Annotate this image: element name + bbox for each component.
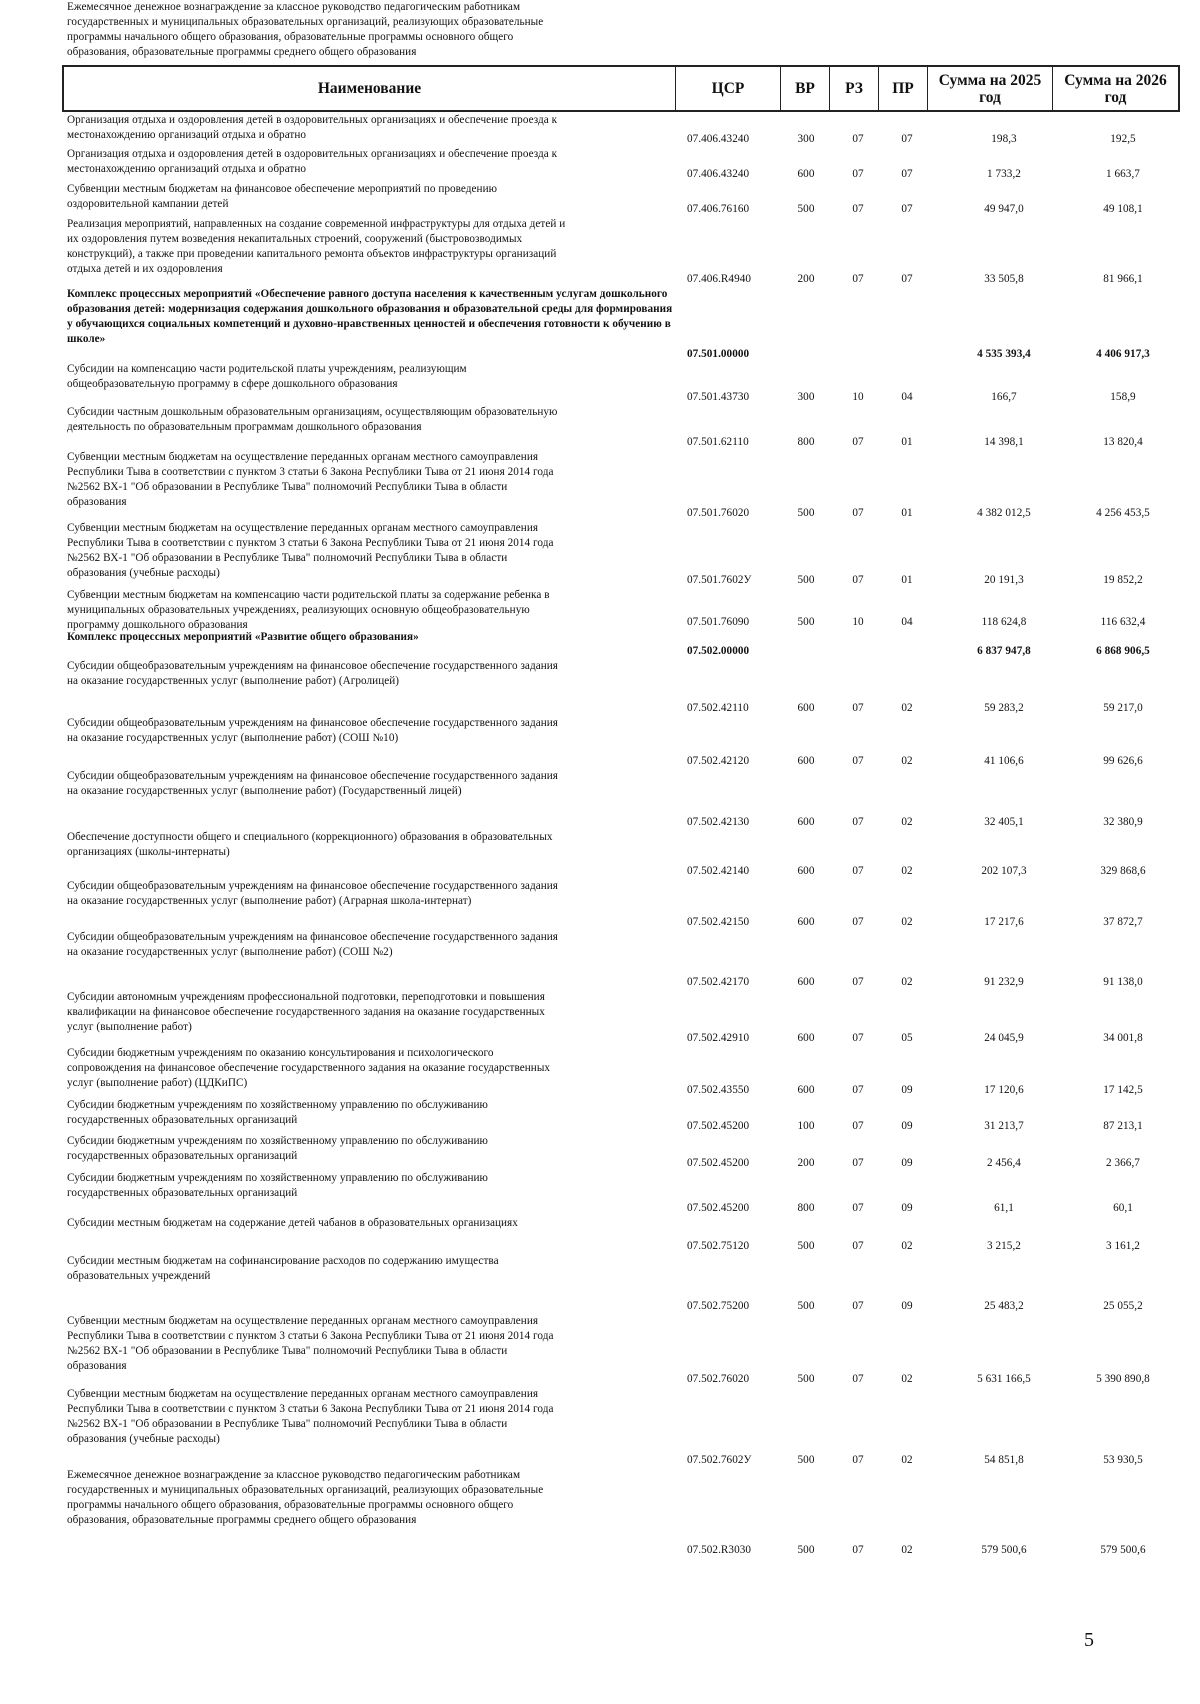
row-sum-2025: 59 283,2 — [984, 702, 1024, 714]
row-name: Комплекс процессных мероприятий «Развитие общего образования» — [67, 631, 419, 643]
row-name: Субсидии общеобразовательным учреждениям на финансовое обеспечение государственного задания на оказание государственных услуг (выполнение работ) (СОШ №2) — [67, 931, 558, 958]
row-name: Организация отдыха и оздоровления детей в оздоровительных организациях и обеспечение проезда к местонахождению организаций отдыха и обратно — [67, 114, 558, 141]
row-sum-2026: 3 161,2 — [1106, 1240, 1140, 1252]
row-name: Субсидии бюджетным учреждениям по оказанию консультирования и психологического сопровождения на финансовое обеспечение государственного задания на оказание государственных услуг (выполнение работ) (ЦДКиПС) — [67, 1047, 551, 1089]
row-sum-2025: 20 191,3 — [984, 574, 1024, 586]
row-name: Субвенции местным бюджетам на компенсацию части родительской платы за содержание ребенка в муниципальных образовательных учреждениях, реализующих основную общеобразовательную программу дошкольного образования — [67, 589, 550, 631]
row-sum-2025: 54 851,8 — [984, 1454, 1024, 1466]
row-rz: 07 — [852, 865, 864, 877]
row-pr: 02 — [901, 1240, 913, 1252]
row-sum-2026: 329 868,6 — [1100, 865, 1146, 877]
row-name: Реализация мероприятий, направленных на создание современной инфраструктуры для отдыха детей и их оздоровления путем возведения некапитальных строений, сооружений (быстровозводимых конструкций), а также при проведении капитального ремонта объектов инфраструктуры организаций отдыха детей и их оздоровления — [67, 218, 566, 275]
table-row — [0, 930, 1200, 990]
row-csr: 07.406.43240 — [687, 168, 750, 180]
row-rz: 07 — [852, 203, 864, 215]
row-name: Субсидии общеобразовательным учреждениям на финансовое обеспечение государственного задания на оказание государственных услуг (выполнение работ) (СОШ №10) — [67, 717, 558, 744]
row-sum-2025: 5 631 166,5 — [977, 1373, 1031, 1385]
row-name: Субвенции местным бюджетам на осуществление переданных органам местного самоуправления Республики Тыва в соответствии с пунктом 3 статьи 6 Закона Республики Тыва от 21 июня 2014 года №2562 ВХ-1 "Об образовании в Республике Тыва" полномочий Республики Тыва в области образования (учебные расходы) — [67, 1388, 554, 1445]
row-sum-2026: 60,1 — [1113, 1202, 1133, 1214]
row-vr: 500 — [797, 1240, 815, 1252]
row-sum-2026: 1 663,7 — [1106, 168, 1140, 180]
row-rz: 07 — [852, 133, 864, 145]
table-row — [0, 405, 1200, 450]
row-sum-2025: 202 107,3 — [981, 865, 1027, 877]
header-csr: ЦСР — [676, 67, 781, 110]
row-name: Субсидии общеобразовательным учреждениям на финансовое обеспечение государственного задания на оказание государственных услуг (выполнение работ) (Аграрная школа-интернат) — [67, 880, 558, 907]
row-sum-2026: 6 868 906,5 — [1096, 645, 1150, 657]
row-sum-2026: 53 930,5 — [1103, 1454, 1143, 1466]
row-csr: 07.502.42170 — [687, 976, 750, 988]
row-pr: 02 — [901, 755, 913, 767]
row-vr: 600 — [797, 1084, 815, 1096]
header-vr: ВР — [781, 67, 830, 110]
row-rz: 07 — [852, 273, 864, 285]
row-sum-2026: 32 380,9 — [1103, 816, 1143, 828]
row-rz: 10 — [852, 616, 864, 628]
row-sum-2025: 25 483,2 — [984, 1300, 1024, 1312]
row-csr: 07.502.45200 — [687, 1157, 750, 1169]
row-csr: 07.502.42110 — [687, 702, 749, 714]
row-sum-2025: 41 106,6 — [984, 755, 1024, 767]
row-sum-2026: 19 852,2 — [1103, 574, 1143, 586]
table-row — [0, 659, 1200, 716]
row-sum-2025: 198,3 — [991, 133, 1017, 145]
row-name: Субсидии местным бюджетам на содержание детей чабанов в образовательных организациях — [67, 1217, 518, 1229]
header-rz: РЗ — [830, 67, 879, 110]
table-row — [0, 521, 1200, 588]
row-name: Ежемесячное денежное вознаграждение за классное руководство педагогическим работникам государственных и муниципальных образовательных организаций, реализующих образовательные программы начального общего образования, образовательные программы основного общего образования, образовательные программы среднего общего образования — [67, 1, 544, 58]
row-sum-2026: 87 213,1 — [1103, 1120, 1143, 1132]
table-row — [0, 1171, 1200, 1216]
header-sum-2026: Сумма на 2026 год — [1064, 71, 1167, 106]
row-rz: 07 — [852, 1544, 864, 1556]
row-sum-2025: 6 837 947,8 — [977, 645, 1031, 657]
row-vr: 600 — [797, 976, 815, 988]
row-rz: 07 — [852, 1240, 864, 1252]
row-vr: 600 — [797, 702, 815, 714]
row-csr: 07.502.75120 — [687, 1240, 750, 1252]
row-name: Субвенции местным бюджетам на осуществление переданных органам местного самоуправления Республики Тыва в соответствии с пунктом 3 статьи 6 Закона Республики Тыва от 21 июня 2014 года №2562 ВХ-1 "Об образовании в Республике Тыва" полномочий Республики Тыва в области образования — [67, 451, 554, 508]
table-row — [0, 1134, 1200, 1171]
row-vr: 300 — [797, 391, 815, 403]
row-sum-2026: 34 001,8 — [1103, 1032, 1143, 1044]
row-csr: 07.406.76160 — [687, 203, 750, 215]
row-name: Комплекс процессных мероприятий «Обеспечение равного доступа населения к качественным услугам дошкольного образования детей: модернизация содержания дошкольного образования и образовательной среды для формирования у обучающихся социальных компетенций и духовно-нравственных ценностей и обеспечения готовности к обучению в школе» — [67, 288, 673, 345]
row-vr: 200 — [797, 273, 815, 285]
table-row — [0, 830, 1200, 879]
row-pr: 02 — [901, 1373, 913, 1385]
row-rz: 07 — [852, 755, 864, 767]
row-sum-2025: 61,1 — [994, 1202, 1014, 1214]
row-name: Субсидии бюджетным учреждениям по хозяйственному управлению по обслуживанию государственных образовательных организаций — [67, 1135, 488, 1162]
row-rz: 07 — [852, 916, 864, 928]
row-pr: 02 — [901, 1544, 913, 1556]
row-name: Субсидии на компенсацию части родительской платы учреждениям, реализующим общеобразовательную программу в сфере дошкольного образования — [67, 363, 467, 390]
row-name: Обеспечение доступности общего и специального (коррекционного) образования в образовательных организациях (школы-интернаты) — [67, 831, 553, 858]
row-name: Субвенции местным бюджетам на осуществление переданных органам местного самоуправления Республики Тыва в соответствии с пунктом 3 статьи 6 Закона Республики Тыва от 21 июня 2014 года №2562 ВХ-1 "Об образовании в Республике Тыва" полномочий Республики Тыва в области образования (учебные расходы) — [67, 522, 554, 579]
row-name: Субсидии местным бюджетам на софинансирование расходов по содержанию имущества образовательных учреждений — [67, 1255, 499, 1282]
row-csr: 07.502.00000 — [687, 645, 750, 657]
row-sum-2025: 17 217,6 — [984, 916, 1024, 928]
row-pr: 02 — [901, 816, 913, 828]
row-name: Субвенции местным бюджетам на финансовое обеспечение мероприятий по проведению оздоровительной кампании детей — [67, 183, 498, 210]
row-csr: 07.502.R3030 — [687, 1544, 751, 1556]
row-csr: 07.501.43730 — [687, 391, 750, 403]
row-rz: 07 — [852, 1157, 864, 1169]
row-rz: 07 — [852, 1300, 864, 1312]
row-rz: 07 — [852, 816, 864, 828]
row-vr: 600 — [797, 865, 815, 877]
row-pr: 02 — [901, 916, 913, 928]
row-vr: 200 — [797, 1157, 815, 1169]
row-sum-2026: 192,5 — [1110, 133, 1136, 145]
row-sum-2025: 166,7 — [991, 391, 1017, 403]
row-csr: 07.502.7602У — [687, 1454, 752, 1466]
table-row — [0, 1098, 1200, 1134]
row-name: Субсидии автономным учреждениям профессиональной подготовки, переподготовки и повышения квалификации на финансовое обеспечение государственного задания на оказание государственных услуг (выполнение работ) — [67, 991, 545, 1033]
row-sum-2025: 24 045,9 — [984, 1032, 1024, 1044]
row-csr: 07.501.76090 — [687, 616, 750, 628]
row-csr: 07.502.42150 — [687, 916, 750, 928]
row-name: Субвенции местным бюджетам на осуществление переданных органам местного самоуправления Республики Тыва в соответствии с пунктом 3 статьи 6 Закона Республики Тыва от 21 июня 2014 года №2562 ВХ-1 "Об образовании в Республике Тыва" полномочий Республики Тыва в области образования — [67, 1315, 554, 1372]
table-row — [0, 1387, 1200, 1468]
row-pr: 09 — [901, 1202, 913, 1214]
row-csr: 07.501.62110 — [687, 436, 749, 448]
row-sum-2026: 4 256 453,5 — [1096, 507, 1150, 519]
row-vr: 500 — [797, 507, 815, 519]
table-row — [0, 1216, 1200, 1254]
row-vr: 500 — [797, 203, 815, 215]
row-pr: 02 — [901, 865, 913, 877]
row-sum-2026: 17 142,5 — [1103, 1084, 1143, 1096]
table-row — [0, 113, 1200, 147]
row-rz: 07 — [852, 436, 864, 448]
row-sum-2026: 4 406 917,3 — [1096, 348, 1150, 360]
row-csr: 07.501.00000 — [687, 348, 750, 360]
row-pr: 07 — [901, 168, 913, 180]
row-name: Субсидии общеобразовательным учреждениям на финансовое обеспечение государственного задания на оказание государственных услуг (выполнение работ) (Агролицей) — [67, 660, 558, 687]
row-rz: 10 — [852, 391, 864, 403]
table-row — [0, 1046, 1200, 1098]
row-sum-2025: 1 733,2 — [987, 168, 1021, 180]
row-rz: 07 — [852, 1202, 864, 1214]
row-sum-2025: 31 213,7 — [984, 1120, 1024, 1132]
row-vr: 500 — [797, 1300, 815, 1312]
row-csr: 07.502.75200 — [687, 1300, 750, 1312]
row-vr: 600 — [797, 816, 815, 828]
row-vr: 800 — [797, 1202, 815, 1214]
header-name: Наименование — [64, 67, 676, 110]
row-vr: 300 — [797, 133, 815, 145]
row-rz: 07 — [852, 976, 864, 988]
table-row — [0, 879, 1200, 930]
table-row — [0, 362, 1200, 405]
header-sum-2025: Сумма на 2025 год — [928, 67, 1053, 110]
row-vr: 600 — [797, 755, 815, 767]
row-pr: 05 — [901, 1032, 913, 1044]
row-pr: 09 — [901, 1300, 913, 1312]
table-row — [0, 1314, 1200, 1387]
row-pr: 07 — [901, 203, 913, 215]
section-row — [0, 287, 1200, 362]
row-name: Организация отдыха и оздоровления детей в оздоровительных организациях и обеспечение проезда к местонахождению организаций отдыха и обратно — [67, 148, 558, 175]
row-sum-2026: 91 138,0 — [1103, 976, 1143, 988]
row-pr: 02 — [901, 1454, 913, 1466]
row-csr: 07.501.7602У — [687, 574, 752, 586]
row-sum-2026: 37 872,7 — [1103, 916, 1143, 928]
table-row — [0, 769, 1200, 830]
row-sum-2026: 49 108,1 — [1103, 203, 1143, 215]
row-vr: 600 — [797, 916, 815, 928]
row-sum-2026: 59 217,0 — [1103, 702, 1143, 714]
row-pr: 07 — [901, 273, 913, 285]
row-pr: 04 — [901, 391, 913, 403]
row-sum-2026: 2 366,7 — [1106, 1157, 1140, 1169]
row-vr: 600 — [797, 168, 815, 180]
row-rz: 07 — [852, 1373, 864, 1385]
row-rz: 07 — [852, 168, 864, 180]
row-name: Субсидии частным дошкольным образовательным организациям, осуществляющим образовательную деятельность по образовательным программам дошкольного образования — [67, 406, 558, 433]
row-pr: 09 — [901, 1084, 913, 1096]
row-sum-2025: 2 456,4 — [987, 1157, 1021, 1169]
row-pr: 09 — [901, 1157, 913, 1169]
row-sum-2025: 579 500,6 — [981, 1544, 1027, 1556]
row-sum-2025: 17 120,6 — [984, 1084, 1024, 1096]
row-sum-2025: 118 624,8 — [981, 616, 1027, 628]
row-csr: 07.502.42120 — [687, 755, 750, 767]
row-sum-2026: 5 390 890,8 — [1096, 1373, 1150, 1385]
table-row — [0, 182, 1200, 217]
header-pr: ПР — [879, 67, 928, 110]
row-vr: 100 — [797, 1120, 815, 1132]
row-vr: 500 — [797, 1454, 815, 1466]
row-vr: 800 — [797, 436, 815, 448]
table-row — [0, 990, 1200, 1046]
row-pr: 02 — [901, 702, 913, 714]
row-name: Субсидии бюджетным учреждениям по хозяйственному управлению по обслуживанию государственных образовательных организаций — [67, 1099, 488, 1126]
row-sum-2025: 49 947,0 — [984, 203, 1024, 215]
row-sum-2026: 81 966,1 — [1103, 273, 1143, 285]
row-csr: 07.502.45200 — [687, 1120, 750, 1132]
row-sum-2026: 13 820,4 — [1103, 436, 1143, 448]
row-pr: 04 — [901, 616, 913, 628]
row-pr: 07 — [901, 133, 913, 145]
row-csr: 07.501.76020 — [687, 507, 750, 519]
row-rz: 07 — [852, 702, 864, 714]
row-sum-2026: 25 055,2 — [1103, 1300, 1143, 1312]
row-rz: 07 — [852, 574, 864, 586]
table-row — [0, 217, 1200, 287]
section-row — [0, 630, 1200, 659]
row-sum-2025: 4 382 012,5 — [977, 507, 1031, 519]
table-row — [0, 450, 1200, 521]
row-sum-2025: 3 215,2 — [987, 1240, 1021, 1252]
row-vr: 600 — [797, 1032, 815, 1044]
row-pr: 01 — [901, 574, 913, 586]
row-sum-2026: 158,9 — [1110, 391, 1136, 403]
row-name: Субсидии бюджетным учреждениям по хозяйственному управлению по обслуживанию государственных образовательных организаций — [67, 1172, 488, 1199]
table-row — [0, 716, 1200, 769]
row-csr: 07.406.43240 — [687, 133, 750, 145]
row-vr: 500 — [797, 616, 815, 628]
row-name: Ежемесячное денежное вознаграждение за классное руководство педагогическим работникам государственных и муниципальных образовательных организаций, реализующих образовательные программы начального общего образования, образовательные программы основного общего образования, образовательные программы среднего общего образования — [67, 1469, 544, 1526]
row-name: Субсидии общеобразовательным учреждениям на финансовое обеспечение государственного задания на оказание государственных услуг (выполнение работ) (Государственный лицей) — [67, 770, 558, 797]
row-rz: 07 — [852, 1454, 864, 1466]
row-sum-2025: 4 535 393,4 — [977, 348, 1031, 360]
row-sum-2025: 91 232,9 — [984, 976, 1024, 988]
table-row — [0, 1468, 1200, 1558]
row-sum-2025: 32 405,1 — [984, 816, 1024, 828]
row-rz: 07 — [852, 1120, 864, 1132]
row-vr: 500 — [797, 1544, 815, 1556]
table-row — [0, 1254, 1200, 1314]
row-csr: 07.406.R4940 — [687, 273, 751, 285]
row-rz: 07 — [852, 1084, 864, 1096]
row-sum-2026: 116 632,4 — [1100, 616, 1146, 628]
row-sum-2026: 579 500,6 — [1100, 1544, 1146, 1556]
row-rz: 07 — [852, 507, 864, 519]
row-pr: 01 — [901, 436, 913, 448]
row-vr: 500 — [797, 574, 815, 586]
row-rz: 07 — [852, 1032, 864, 1044]
row-csr: 07.502.76020 — [687, 1373, 750, 1385]
row-sum-2025: 33 505,8 — [984, 273, 1024, 285]
row-sum-2026: 99 626,6 — [1103, 755, 1143, 767]
table-row — [0, 147, 1200, 182]
page-number: 5 — [1084, 1629, 1094, 1651]
row-pr: 02 — [901, 976, 913, 988]
row-csr: 07.502.42140 — [687, 865, 750, 877]
row-csr: 07.502.42910 — [687, 1032, 750, 1044]
table-row — [0, 588, 1200, 630]
row-csr: 07.502.45200 — [687, 1202, 750, 1214]
row-pr: 09 — [901, 1120, 913, 1132]
row-vr: 500 — [797, 1373, 815, 1385]
row-sum-2025: 14 398,1 — [984, 436, 1024, 448]
row-csr: 07.502.43550 — [687, 1084, 750, 1096]
row-csr: 07.502.42130 — [687, 816, 750, 828]
row-pr: 01 — [901, 507, 913, 519]
